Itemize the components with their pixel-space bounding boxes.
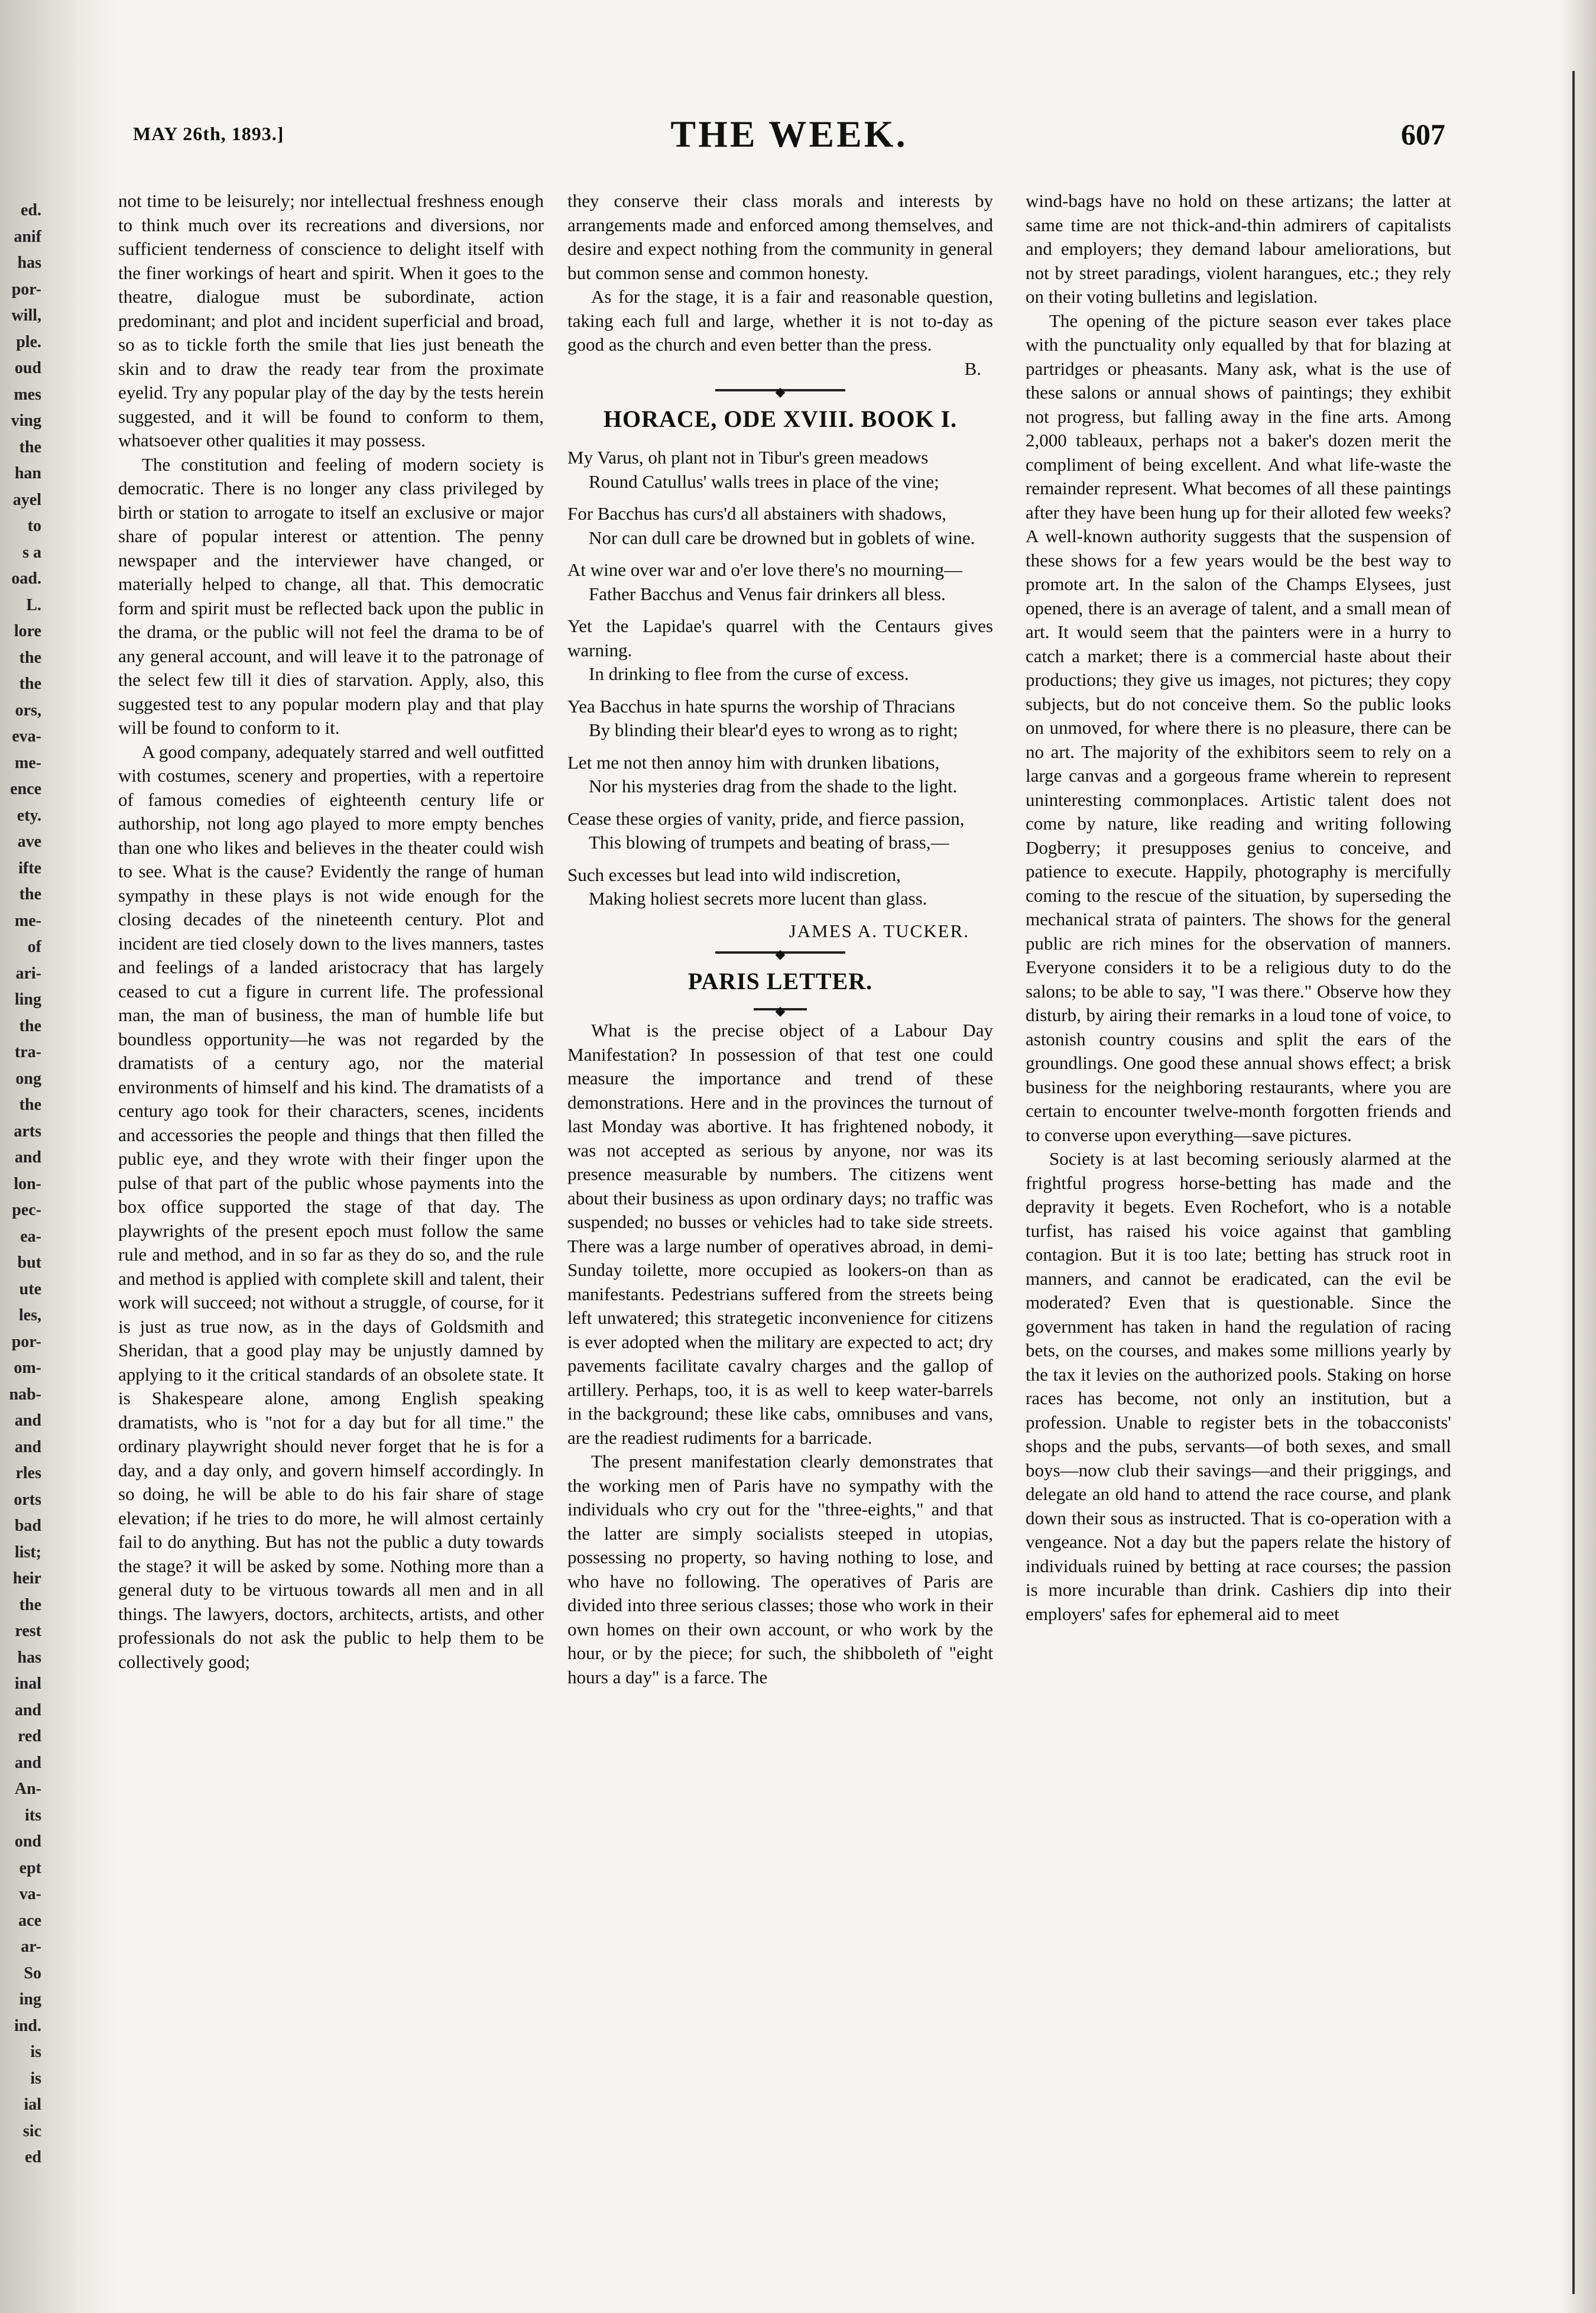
title-underline	[754, 1008, 807, 1010]
poem-stanza	[567, 751, 993, 799]
margin-text-fragment: eva-	[12, 727, 41, 746]
poem-line: At wine over war and o'er love there's no mourning—	[567, 559, 963, 580]
margin-text-fragment: sic	[22, 2121, 41, 2140]
margin-text-fragment: the	[19, 1096, 41, 1114]
margin-text-fragment: to	[27, 517, 41, 535]
margin-text-fragment: nab-	[9, 1385, 41, 1404]
letter-paragraph: The present manifestation clearly demonstrates that the working men of Paris have no sympathy with the individuals who cry out for the "three-eights," and that the latter are simply socialists steeped in utopias, possessing no property, so having nothing to lose, and who have no following. The operatives of Paris are divided into three serious classes; those who work in their own homes on their own account, or who work by the hour, or by the piece; for such, the shibboleth of "eight hours a day" is a farce. The	[567, 1451, 993, 1687]
margin-text-fragment: and	[14, 1700, 41, 1719]
margin-text-fragment: s a	[22, 543, 41, 562]
margin-text-fragment: ving	[11, 412, 41, 430]
poem-title: HORACE, ODE XVIII. BOOK I.	[603, 406, 958, 432]
margin-text-fragment: will,	[11, 306, 41, 325]
margin-text-fragment: tra-	[14, 1043, 41, 1061]
margin-text-fragment: ling	[14, 990, 41, 1009]
margin-text-fragment: ing	[19, 1990, 41, 2009]
page-number: 607	[1401, 118, 1445, 151]
margin-text-fragment: the	[19, 885, 41, 903]
column-3	[1026, 189, 1451, 2294]
poem-line: By blinding their blear'd eyes to wrong as to right;	[589, 720, 958, 740]
margin-text-fragment: L.	[26, 595, 41, 614]
margin-text-fragment: ace	[18, 1911, 41, 1930]
poem-line: Yet the Lapidae's quarrel with the Centaurs gives warning.	[567, 615, 993, 660]
poem-line: This blowing of trumpets and beating of brass,—	[589, 832, 949, 853]
margin-text-fragment: So	[24, 1964, 41, 1982]
margin-text-fragment: pec-	[12, 1201, 41, 1219]
margin-text-fragment: bad	[14, 1517, 41, 1535]
margin-text-fragment: mes	[14, 385, 41, 404]
poem	[567, 446, 993, 911]
page-right-edge	[1561, 0, 1596, 2313]
margin-text-fragment: and	[14, 1753, 41, 1772]
section-divider	[715, 389, 845, 391]
col2-paragraph: they conserve their class morals and interests by arrangements made and enforced among themselves, and desire and expect nothing from the community in general but common sense and common honesty.	[567, 190, 993, 283]
poem-line: Let me not then annoy him with drunken libations,	[567, 751, 940, 773]
margin-text-fragment: ifte	[18, 859, 41, 877]
margin-text-fragment: and	[14, 1437, 41, 1456]
col3-paragraph: wind-bags have no hold on these artizans; the latter at same time are not thick-and-thin admirers of capitalists and employers; they demand labour ameliorations, but not by street paradings, violent harangues, etc.; they rely on their voting bulletins and legislation.	[1026, 190, 1451, 307]
poem-line: In drinking to flee from the curse of excess.	[589, 663, 909, 684]
poem-line: Nor can dull care be drowned but in goblets of wine.	[589, 527, 975, 548]
margin-text-fragment: me-	[14, 753, 41, 772]
margin-text-fragment: ence	[10, 780, 41, 798]
margin-text-fragment: the	[19, 1595, 41, 1614]
col1-paragraph: not time to be leisurely; nor intellectual freshness enough to think much over its recreations and diversions, nor sufficient tenderness of conscience to delight itself with the finer workings of heart and spirit. When it goes to the theatre, dialogue must be subordinate, action predominant; and plot and incident superficial and broad, so as to tickle forth the smile that lies just beneath the skin and to draw the ready tear from the proximate eyelid. Try any popular play of the day by the tests herein suggested, and it will be found to conform to them, whatsoever other qualities it may possess.	[118, 190, 544, 451]
margin-text-fragment: ea-	[20, 1227, 41, 1246]
col2-paragraph: As for the stage, it is a fair and reasonable question, taking each full and large, whether it is not to-day as good as the church and even better than the press.	[567, 286, 993, 355]
col3-paragraph: The opening of the picture season ever takes place with the punctuality only equalled by that for blazing at partridges or pheasants. Many ask, what is the use of these salons or annual shows of paintings; they exhibit not progress, but falling away in the fine arts. Among 2,000 tableaux, perhaps not a baker's dozen merit the compliment of being excellent. And what life-waste the remainder represent. What becomes of all these paintings after they have been hung up for their alloted few weeks? A well-known authority suggests that the suspension of these shows for a few years would be the best way to promote art. In the salon of the Champs Elysees, just opened, there is an average of talent, and a small mean of art. It would seem that the painters were in a hurry to catch a market; there is a commercial haste about their productions; they give us images, not pictures; they copy subjects, but do not conceive them. So the public looks on unmoved, for where there is no pleasure, there can be no art. The majority of the exhibitors seem to rely on a large canvas and a gorgeous frame wherein to represent uninteresting commonplaces. Artistic talent does not come by nature, like reading and writing following Dogberry; it presupposes genius to conceive, and patience to execute. Happily, photography is mercifully coming to the rescue of the situation, by superseding the mechanical strata of painters. The shows for the general public are rich mines for the observation of manners. Everyone considers it to be a religious duty to do the salons; to be able to say, "I was there." Observe how they disturb, by airing their remarks in a loud tone of voice, to astonish country cousins and split the ears of the groundlings. One good these annual shows effect; a brisk business for the neighboring restaurants, where you are certain to encounter twelve-month forgotten friends and to converse upon everything—save pictures.	[1026, 310, 1451, 1145]
margin-text-fragment: arts	[14, 1122, 41, 1141]
margin-text-fragment: the	[19, 675, 41, 693]
margin-text-fragment: orts	[14, 1490, 41, 1509]
poem-stanza	[567, 502, 993, 550]
margin-text-fragment: red	[18, 1727, 41, 1745]
margin-text-fragment: lon-	[14, 1174, 41, 1193]
poem-line: Round Catullus' walls trees in place of the vine;	[589, 471, 939, 492]
letter-title: PARIS LETTER.	[687, 968, 873, 994]
margin-text-fragment: por-	[11, 280, 41, 299]
margin-text-fragment: ave	[17, 832, 41, 851]
margin-text-fragment: oud	[14, 359, 41, 377]
margin-text-fragment: ayel	[12, 490, 41, 509]
margin-text-fragment: list;	[14, 1543, 41, 1562]
margin-text-fragment: inal	[14, 1674, 41, 1693]
margin-text-fragment: oad.	[11, 569, 41, 588]
article-signature: B.	[964, 358, 981, 379]
section-divider	[715, 951, 845, 954]
margin-text-fragment: lore	[14, 622, 41, 640]
margin-text-fragment: anif	[14, 227, 41, 246]
poem-stanza	[567, 558, 993, 606]
margin-text-fragment: its	[25, 1806, 41, 1825]
margin-text-fragment: ed	[25, 2148, 41, 2166]
col1-paragraph: The constitution and feeling of modern society is democratic. There is no longer any class privileged by birth or station to arrogate to itself an exclusive or major share of popular interest or attention. The penny newspaper and the interviewer have changed, or materially helped to change, all that. This democratic form and spirit must be reflected back upon the public in the drama, or the public will not feel the drama to be of any general account, and will leave it to the patronage of the select few till it dies of starvation. Apply, also, this suggested test to any popular modern play and that play will be found to conform to it.	[118, 453, 544, 738]
margin-text-fragment: ept	[19, 1858, 41, 1877]
publication-title: THE WEEK.	[670, 113, 908, 155]
col1-paragraph: A good company, adequately starred and well outfitted with costumes, scenery and properties, with a repertoire of famous comedies of eighteenth century life or authorship, not long ago played to more empty benches than one who likes and believes in the theater could wish to see. What is the cause? Evidently the range of human sympathy in these plays is not wide enough for the closing decades of the nineteenth century. Plot and incident are tied closely down to the lives manners, tastes and feelings of a landed aristocracy that has largely ceased to cut a figure in current life. The professional man, the man of business, the man of humble life but boundless opportunity—he was not regarded by the dramatists of a century ago, nor the material environments of himself and his kind. The dramatists of a century ago took for their characters, scenes, incidents and accessories the people and things that then filled the public eye, and they wrote with their finger upon the pulse of that part of the public whose payments into the box office supported the stage of that day. The playwrights of the present epoch must follow the same rule and method, and in so far as they do so, and the rule and method is applied with complete skill and talent, their work will succeed; not without a struggle, of course, for it is just as true now, as in the days of Goldsmith and Sheridan, that a good play may be unjustly damned by applying to it the critical standards of an obsolete state. It is Shakespeare alone, among English speaking dramatists, who is "not for a day but for all time." the ordinary playwright should never forget that he is for a day, and a day only, and govern himself accordingly. In so doing, he will be able to do his fair share of stage elevation; if he tries to do more, he will almost certainly fail to do anything. But has not the public a duty towards the stage? it will be asked by some. Nothing more than a general duty to be virtuous towards all men and in all things. The lawyers, doctors, architects, artists, and other professionals do not ask the public to help them to be collectively good;	[118, 741, 544, 1672]
margin-text-fragment: ari-	[15, 964, 41, 983]
margin-text-fragment: rles	[15, 1464, 41, 1482]
margin-text-fragment: ond	[14, 1832, 41, 1851]
margin-text-fragment: heir	[12, 1569, 41, 1588]
page-border-rule	[1572, 71, 1575, 2294]
margin-text-fragment: ial	[24, 2095, 41, 2114]
margin-text-fragment: les,	[18, 1306, 41, 1324]
letter-paragraph: What is the precise object of a Labour Day Manifestation? In possession of that test one could measure the importance and trend of these demonstrations. Here and in the provinces the turnout of last Monday was abortive. It has frightened nobody, it was not accepted as serious by anyone, nor was its presence measurable by numbers. The citizens went about their business as upon ordinary days; no traffic was suspended; no busses or vehicles had to take side streets. There was a large number of operatives abroad, in demi-Sunday toilette, more occupied as lookers-on than as manifestants. Pedestrians suffered from the streets being left unwatered; this strategetic inconvenience for citizens is ever adopted when the military are expected to act; dry pavements facilitate cavalry charges and the gallop of artillery. Perhaps, too, it is as well to keep water-barrels in the background; these like cabs, omnibuses and vans, are the readiest rudiments for a barricade.	[567, 1020, 993, 1448]
poem-line: Making holiest secrets more lucent than glass.	[589, 888, 927, 909]
column-2	[567, 189, 993, 2294]
margin-text-fragment: of	[27, 938, 41, 956]
margin-text-fragment: ed.	[21, 201, 41, 219]
margin-text-fragment: the	[19, 1016, 41, 1035]
margin-text-fragment: is	[30, 2043, 41, 2061]
margin-text-fragment: and	[14, 1148, 41, 1167]
poem-line: Cease these orgies of vanity, pride, and fierce passion,	[567, 808, 965, 829]
poem-stanza	[567, 863, 993, 911]
poem-line: Yea Bacchus in hate spurns the worship of Thracians	[567, 695, 955, 717]
margin-text-fragment: the	[19, 438, 41, 456]
poem-line: For Bacchus has curs'd all abstainers with shadows,	[567, 503, 946, 524]
margin-text-fragment: om-	[14, 1359, 41, 1377]
margin-text-fragment: ind.	[14, 2016, 41, 2035]
margin-text-fragment: ety.	[17, 806, 41, 825]
poem-line: My Varus, oh plant not in Tibur's green meadows	[567, 447, 929, 468]
poem-stanza	[567, 446, 993, 494]
margin-text-fragment: han	[14, 464, 41, 482]
margin-text-fragment: the	[19, 648, 41, 667]
margin-text-fragment: but	[17, 1253, 41, 1272]
margin-text-fragment: ar-	[21, 1938, 41, 1956]
poem-stanza	[567, 695, 993, 743]
margin-text-fragment: An-	[14, 1780, 41, 1798]
poem-line: Such excesses but lead into wild indiscretion,	[567, 864, 901, 885]
column-1	[118, 189, 544, 2294]
poem-stanza	[567, 807, 993, 855]
margin-text-fragment: ong	[15, 1069, 41, 1088]
adjacent-page-margin	[0, 0, 118, 2313]
poem-author: JAMES A. TUCKER.	[789, 920, 969, 941]
margin-text-fragment: rest	[15, 1622, 41, 1640]
margin-text-fragment: is	[30, 2069, 41, 2088]
poem-line: Nor his mysteries drag from the shade to the light.	[589, 776, 958, 796]
col3-paragraph: Society is at last becoming seriously alarmed at the frightful progress horse-betting has made and the depravity it begets. Even Rochefort, who is a notable turfist, has raised his voice against that gambling contagion. But it is too late; betting has struck root in manners, and cannot be eradicated, can the evil be moderated? Even that is questionable. Since the government has taken in hand the regulation of racing bets, on the courses, and makes some millions yearly by the tax it levies on the authorized pools. Staking on horse races has become, not only an institution, but a profession. Unable to register bets in the tobacconists' shops and the pubs, servants—of both sexes, and small boys—now club their savings—and their priggings, and delegate an old hand to attend the race course, and plank down their sous as instructed. That is co-operation with a vengeance. Not a day but the papers relate the history of individuals ruined by betting at race courses; the passion is more incurable than drink. Cashiers dip into their employers' safes for ephemeral aid to meet	[1026, 1148, 1451, 1624]
margin-text-fragment: ple.	[16, 332, 41, 351]
margin-text-fragment: has	[17, 254, 41, 272]
margin-text-fragment: por-	[11, 1332, 41, 1351]
issue-date: MAY 26th, 1893.]	[133, 123, 284, 144]
margin-text-fragment: va-	[19, 1885, 41, 1903]
page-header	[133, 112, 1445, 171]
margin-text-fragment: ors,	[15, 701, 41, 720]
poem-line: Father Bacchus and Venus fair drinkers all bless.	[589, 583, 946, 604]
margin-text-fragment: ute	[19, 1279, 41, 1298]
margin-text-fragment: has	[17, 1648, 41, 1667]
margin-text-fragment: and	[14, 1411, 41, 1430]
margin-text-fragment: me-	[14, 911, 41, 930]
poem-stanza	[567, 614, 993, 686]
